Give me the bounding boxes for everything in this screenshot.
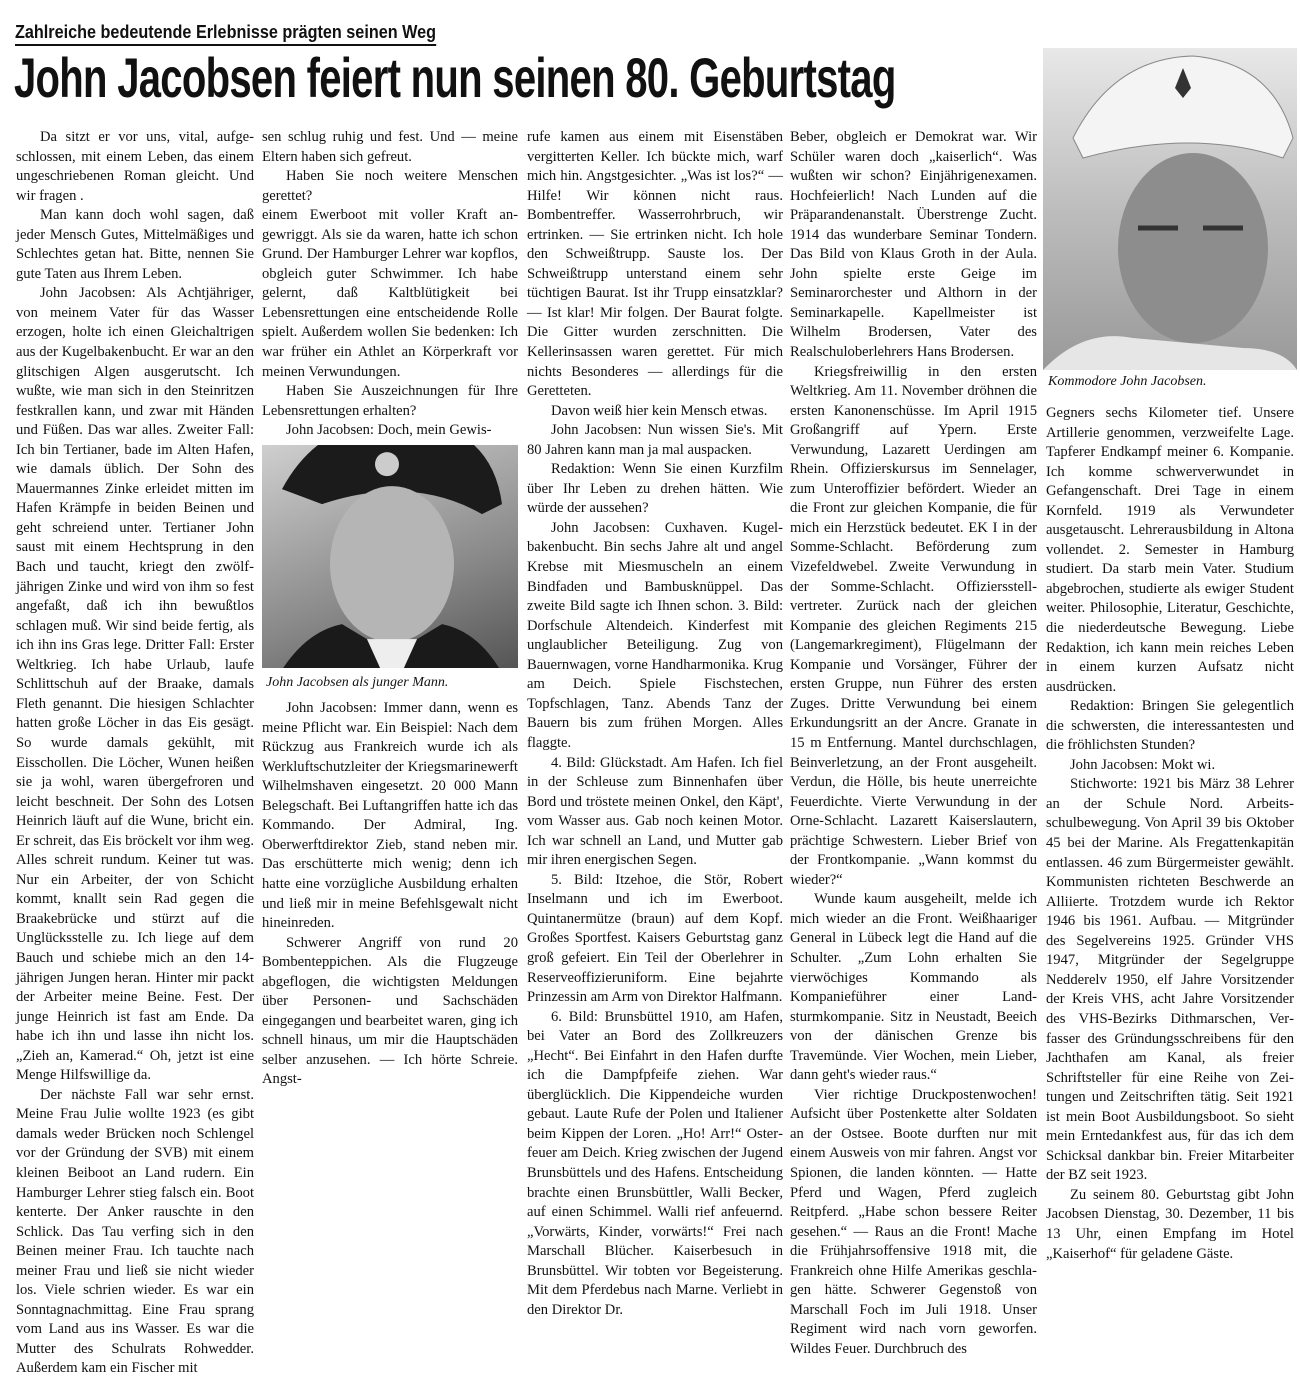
article-paragraph: Davon weiß hier kein Mensch etwas. <box>551 402 768 419</box>
article-column-2-bottom <box>262 699 518 1090</box>
article-paragraph: John Jacobsen: Als Achtjähriger, von meinem Vater für das Wasser erzogen, holte ich einen Gleichaltrigen aus der Kugelbakenbucht. Er war an den glitschigen Algen ausgerutscht. Ich wußte, wie man sich in den Steinritzen festkrallen kann, und zwar mit Händen und Füßen. Das war alles. Zweiter Fall: Ich bin Tertianer, bade im Alten Hafen, wie damals üblich. Der Sohn des Mauermannes Zinke erleidet mitten im Hafen Krämpfe in beiden Beinen und geht schreiend unter. Tertianer John saust mit einem Hechtsprung in den Bach und taucht, kriegt den zwölfjährigen Zinke und wird von ihm so fest angefaßt, daß ich ihn bewußtlos schlagen muß. Wir sind beide fertig, als ich ihn ins Gras lege. Dritter Fall: Erster Weltkrieg. Ich habe Urlaub, laufe Schlittschuh auf der Braake, damals Fleth genannt. Die hiesigen Schlachter hatten große Löcher in das Eis gesägt. So wurde damals gekühlt, mit Eisschollen. Die Löcher, Wunen heißen sie ja wohl, waren übergefroren und leicht beschneit. Der Sohn des Lotsen Heinrich läuft auf die Wune, bricht ein. Er schreit, das Eis bröckelt vor ihm weg. Alles schreit rundum. Keiner tut was. Nur ein Arbeiter, der von Schicht kommt, knallt sein Rad gegen die Braakebrücke und stürzt auf die Unglücksstelle zu. Ich liege auf dem Bauch und schiebe mich an den 14-jährigen Jungen heran. Hinter mir packt der Arbeiter meine Beine. Fest. Der junge Heinrich ist fast am Ende. Da habe ich ihn und lasse ihn nicht los. „Zieh an, Kamerad.“ Oh, jetzt ist eine Menge Hilfswillige da. <box>16 285 254 1084</box>
article-paragraph: Man kann doch wohl sagen, daß jeder Mensch Gutes, Mittelmäßiges und Schlechtes getan hat. Bitte, nennen Sie gute Taten aus Ihrem Leben. <box>16 207 254 282</box>
article-paragraph: rufe kamen aus einem mit Eisenstäben vergitterten Keller. Ich bückte mich, warf mich hin. Angstgesichter. „Was ist los?“ — Hilfe! Wir können nicht raus. Bombentreffer. Wasserrohrbruch, wir ertrinken. — Sie ertrinken nicht. Ich hole den Schweißtrupp. Sauste los. Der Schweißtrupp unterstand einem sehr tüchtigen Baurat. Ist ihr Trupp einsatzklar? — Ist klar! Mir folgen. Der Baurat folgte. Die Gitter wurden zerschnitten. Die Kellerinsassen waren gerettet. Für mich nichts Besonderes — allerdings für die Geretteten. <box>527 129 783 400</box>
photo-young-man-caption: John Jacobsen als junger Mann. <box>266 675 449 691</box>
article-paragraph: Wunde kaum ausgeheilt, melde ich mich wieder an die Front. Weißhaariger General in Lübeck legt die Hand auf die Schulter. „Zum Lohn erhalten Sie vierwöchiges Kommando als Kompanieführer einer Landsturmkompanie. Sitz in Neustadt, Beeich von der dänischen Grenze bis Travemünde. Vier Wochen, mein Lieber, dann geht's wieder raus.“ <box>790 891 1037 1084</box>
article-paragraph: Redaktion: Wenn Sie einen Kurzfilm über Ihr Leben zu drehen hätten. Wie würde der aussehen? <box>527 461 783 517</box>
article-paragraph: Redaktion: Bringen Sie gelegentlich die schwersten, die interessantesten und die fröhlichsten Stunden? <box>1046 698 1294 754</box>
article-paragraph: Kriegsfreiwillig in den ersten Weltkrieg. Am 11. November dröhnen die ersten Kanonenschüsse. Im April 1915 Großangriff auf Ypern. Erste Verwundung, Lazarett Uerdingen am Rhein. Offizierskursus im Sennelager, zum Unteroffizier befördert. Wieder an die Front zur gleichen Kompanie, die für mich ein Herzstück bedeutet. EK I in der Somme-Schlacht. Beförderung zum Vizefeldwebel. Zweite Verwundung in der Somme-Schlacht. Offiziersstellvertreter. Zurück nach der gleichen Kompanie des gleichen Regiments 215 (Langemarkregiment), Flügelmann der Kompanie und Vorsänger, Führer der ersten Gruppe, nun Führer des ersten Zuges. Dritte Verwundung bei einem Erkundungsritt an der Ancre. Granate in 15 m Entfernung. Mantel durchschlagen, Beinverletzung, an der Front ausgeheilt. Verdun, die Hölle, bis heute unerreichte Feuerdichte. Vierte Verwundung in der Orne-Schlacht. Lazarett Kaiserslautern, prächtige Schwestern. Lieber Brief von der Frontkompanie. „Wann kommst du wieder?“ <box>790 363 1037 888</box>
article-paragraph: Schwerer Angriff von rund 20 Bombenteppichen. Als die Flugzeuge abgeflogen, die wichtigsten Meldungen über Personen- und Sachschäden eingegangen und bearbeitet waren, ging ich schnell hinaus, um mir die Hauptschäden selber anzusehen. — Ich hörte Schreie. Angst- <box>262 934 518 1088</box>
article-paragraph: Haben Sie noch weitere Menschen gerettet? <box>262 168 518 204</box>
portrait-young-officer-image <box>262 445 518 668</box>
article-paragraph: Haben Sie Auszeichnungen für Ihre Lebensrettungen erhalten? <box>262 383 518 419</box>
article-paragraph: Der nächste Fall war sehr ernst. Meine Frau Julie wollte 1923 (es gibt damals weder Brücken noch Schlengel vor der Gründung der SVB) mit einem kleinen Beiboot an Land rudern. Ein Hamburger Lehrer stieg falsch ein. Boot kenterte. Der Anker rauschte in den Schlick. Das Tau verfing sich in den Beinen meiner Frau. Ich tauchte nach meiner Frau und ließ sie nicht wieder los. Viele schrien wieder. Es war ein Sonntagnachmittag. Eine Frau sprang vom Land aus ins Wasser. Es war die Mutter des Schulrats Rohwedder. Außerdem kam ein Fischer mit <box>16 1086 254 1377</box>
article-paragraph: einem Ewerboot mit voller Kraft angewriggt. Als sie da waren, hatte ich schon Grund. Der Hamburger Lehrer war kopflos, obgleich guter Schwimmer. Ich habe gelernt, daß Kaltblütigkeit bei Lebensrettungen eine entscheidende Rolle spielt. Außerdem wollen Sie bedenken: Ich war früher ein Athlet an Körperkraft vor meinen Verwundungen. <box>262 207 518 380</box>
article-paragraph: Zu seinem 80. Geburtstag gibt John Jacobsen Dienstag, 30. Dezember, 11 bis 13 Uhr, einen Empfang im Hotel „Kaiserhof“ für geladene Gäste. <box>1046 1186 1294 1262</box>
article-paragraph: Da sitzt er vor uns, vital, aufgeschlossen, mit einem Leben, das einem ungeschriebenen Roman gleicht. Und wir fragen . <box>16 129 254 204</box>
article-column-1 <box>16 128 254 1379</box>
article-paragraph: Beber, obgleich er Demokrat war. Wir Schüler waren doch „kaiserlich“. Was wußten wir schon? Einjährigenexamen. Hochfeierlich! Nach Lunden auf die Präparandenanstalt. Überstrenge Zucht. 1914 das wunderbare Seminar Tondern. Das Bild von Klaus Groth in der Aula. John spielte erste Geige im Seminarorchester und Althorn in der Seminarkapelle. Kapellmeister ist Wilhelm Brodersen, Vater des Realschuloberlehrers Hans Brodersen. <box>790 129 1037 361</box>
article-column-5 <box>1046 404 1294 1264</box>
photo-commodore <box>1043 48 1297 370</box>
article-paragraph: 4. Bild: Glückstadt. Am Hafen. Ich fiel in der Schleuse zum Binnenhafen über Bord und tröstete meinen Onkel, den Käpt', vom Wasser aus. Gab noch keinen Motor. Ich war schnell an Land, und Mutter gab mir ihren energischen Segen. <box>527 754 783 869</box>
article-column-3 <box>527 128 783 1320</box>
article-paragraph: Gegners sechs Kilometer tief. Unsere Artillerie genommen, verzweifelte Lage. Tapferer Endkampf meiner 6. Kompanie. Ich komme schwerverwundet in Gefangenschaft. Drei Tage in einem Kornfeld. 1919 als Verwundeter ausgetauscht. Lehrerausbildung in Altona vollendet. 2. Semester in Hamburg studiert. Da starb mein Vater. Studium abgebrochen, studierte als ewiger Student weiter. Philosophie, Literatur, Geschichte, die niederdeutsche Bewegung. Liebe Redaktion, ich kann mein reiches Leben in einem kurzen Aufsatz nicht ausdrücken. <box>1046 405 1294 695</box>
headline-kicker: Zahlreiche bedeutende Erlebnisse prägten seinen Weg <box>15 22 436 46</box>
article-paragraph: John Jacobsen: Nun wissen Sie's. Mit 80 Jahren kann man ja mal auspacken. <box>527 422 783 458</box>
article-column-4 <box>790 128 1037 1359</box>
headline-title: John Jacobsen feiert nun seinen 80. Geburtstag <box>14 46 896 109</box>
article-paragraph: sen schlug ruhig und fest. Und — meine Eltern haben sich gefreut. <box>262 129 518 165</box>
article-paragraph: 6. Bild: Brunsbüttel 1910, am Hafen, bei Vater an Bord des Zollkreuzers „Hecht“. Bei Einfahrt in den Hafen durfte ich die Dampfpfeife ziehen. War überglücklich. Die Kippendeiche wurden gebaut. Laute Rufe der Polen und Italiener beim Kippen der Loren. „Ho! Arr!“ Osterfeuer am Deich. Krieg zwischen der Jugend Brunsbüttels und des Hafens. Entscheidung brachte einen Brunsbüttler, Walli Becker, auf einen Schimmel. Walli rief anfeuernd. „Vorwärts, Kinder, vorwärts!“ Frei nach Marschall Blücher. Kaiserbesuch in Brunsbüttel. Wir tobten vor Begeisterung. Mit dem Pferdebus nach Marne. Verliebt in den Direktor Dr. <box>527 1008 783 1318</box>
article-paragraph: 5. Bild: Itzehoe, die Stör, Robert Inselmann und ich im Ewerboot. Quintanermütze (braun) auf dem Kopf. Großes Sportfest. Kaisers Geburtstag ganz groß gefeiert. Ein Teil der Oberlehrer in Reserveoffizieruniform. Eine bejahrte Prinzessin am Arm von Direktor Halfmann. <box>527 871 783 1006</box>
article-paragraph: John Jacobsen: Mokt wi. <box>1070 756 1216 773</box>
article-paragraph: John Jacobsen: Immer dann, wenn es meine Pflicht war. Ein Beispiel: Nach dem Rückzug aus Frankreich wurde ich als Werkluftschutzleiter der Kriegsmarinewerft Wilhelmshaven eingesetzt. 20 000 Mann Belegschaft. Bei Luftangriffen hatte ich das Kommando. Der Admiral, Ing. Oberwerftdirektor Zieb, stand neben mir. Das erschütterte mich wenig; denn ich hatte eine vorzügliche Ausbildung erhalten und ließ mir in meine Befehlsgewalt nicht hineinreden. <box>262 700 518 932</box>
article-paragraph: John Jacobsen: Cuxhaven. Kugelbakenbucht. Bin sechs Jahre alt und angel Krebse mit Miesmuscheln an einem Bindfaden und Bambusknüppel. Das zweite Bild sagte ich Ihnen schon. 3. Bild: Dorfschule Altendeich. Kinderfest mit unglaublicher Beteiligung. Zug von Bauernwagen, vorne Handharmonika. Krug am Deich. Spiele Fischstechen, Topfschlagen, Tanz. Abends Tanz der Bauern bis zum frühen Morgen. Alles flaggte. <box>527 519 783 751</box>
portrait-elderly-commodore-image <box>1043 48 1297 370</box>
article-paragraph: John Jacobsen: Doch, mein Gewis- <box>286 422 492 439</box>
article-paragraph: Vier richtige Druckpostenwochen! Aufsicht über Postenkette alter Soldaten an der Ostsee. Boote durften nur mit einem Ausweis von mir fahren. Angst vor Spionen, die landen könnten. — Hatte Pferd und Wagen, Pferd zugleich Reitpferd. „Habe schon bessere Reiter gesehen.“ — Raus an die Front! Mache die Frühjahrsoffensive 1918 mit, die Frankreich ohne Hilfe Amerikas geschlagen hätte. Schwerer Gegenstoß von Marschall Foch im Juli 1918. Unser Regiment wird nach vorn geworfen. Wildes Feuer. Durchbruch des <box>790 1086 1037 1357</box>
photo-young-man <box>262 445 518 668</box>
article-paragraph: Stichworte: 1921 bis März 38 Lehrer an der Schule Nord. Arbeitsschulbewegung. Von April 39 bis Oktober 45 bei der Marine. Als Fregattenkapitän entlassen. 46 zum Bürgermeister gewählt. Kommunisten richteten Beschwerde an Alliierte. Trotzdem wurde ich Rektor 1946 bis 1961. Aufbau. — Mitgründer des Segelvereins 1925. Gründer VHS 1947, Mitgründer der Segelgruppe Nedderelv 1950, elf Jahre Vorsitzender der Kreis VHS, acht Jahre Vorsitzender des VHS-Bezirks Dithmarschen, Verfasser des Gründungsschreibens für den Jachthafen am Kanal, als freier Schriftsteller für eine Reihe von Zeitungen und Zeitschriften tätig. Seit 1921 ist mein Boot Ausbildungsboot. So sieht mein Erntedankfest aus, für das ich dem Schicksal dankbar bin. Freier Mitarbeiter der BZ seit 1923. <box>1046 776 1294 1184</box>
article-column-2-top <box>262 128 518 441</box>
article-column-2 <box>262 128 518 1090</box>
photo-commodore-caption: Kommodore John Jacobsen. <box>1048 374 1207 389</box>
